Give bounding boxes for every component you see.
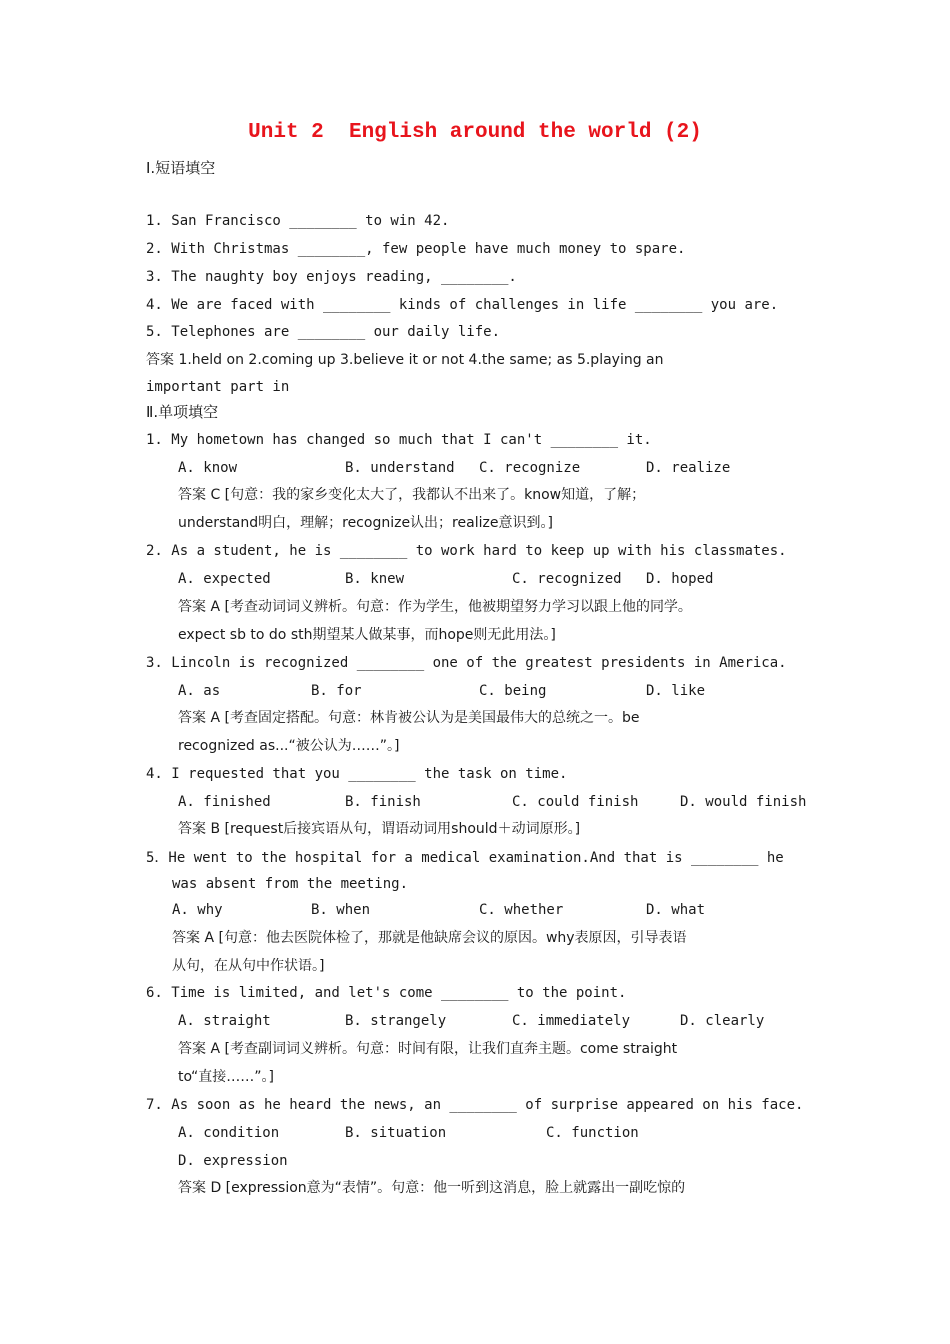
section1-answer-line1: 答案 1.held on 2.coming up 3.believe it or not 4.the same; as 5.playing an <box>146 352 664 368</box>
question-1-stem: 1. My hometown has changed so much that I can't ________ it. <box>146 432 652 448</box>
section1-heading: Ⅰ.短语填空 <box>146 159 216 177</box>
question-5-option-a: A. why <box>172 902 223 918</box>
question-7-option-a: A. condition <box>178 1125 280 1141</box>
question-3-option-a: A. as <box>178 683 221 699</box>
question-2-answer-2: expect sb to do sth期望某人做某事，而hope则无此用法。] <box>178 627 556 643</box>
question-6-stem: 6. Time is limited, and let's come ________ to the point. <box>146 985 627 1001</box>
phrase-item-3: 3. The naughty boy enjoys reading, ________. <box>146 269 517 285</box>
question-5-option-b: B. when <box>311 902 371 918</box>
question-7-option-d: D. expression <box>178 1153 288 1169</box>
question-4-option-b: B. finish <box>345 794 421 810</box>
question-3-stem: 3. Lincoln is recognized ________ one of the greatest presidents in America. <box>146 655 787 671</box>
page-title: Unit 2 English around the world (2) <box>248 121 702 144</box>
phrase-item-2: 2. With Christmas ________, few people have much money to spare. <box>146 241 686 257</box>
question-4-option-c: C. could finish <box>512 794 639 810</box>
question-2-option-b: B. knew <box>345 571 405 587</box>
phrase-item-5: 5. Telephones are ________ our daily life. <box>146 324 501 340</box>
question-5-answer-2: 从句，在从句中作状语。] <box>172 958 325 974</box>
question-3-option-c: C. being <box>479 683 547 699</box>
phrase-item-4: 4. We are faced with ________ kinds of challenges in life ________ you are. <box>146 297 779 313</box>
section2-heading: Ⅱ.单项填空 <box>146 403 219 421</box>
question-1-answer-1: 答案 C [句意：我的家乡变化太大了，我都认不出来了。know知道，了解； <box>178 487 646 503</box>
question-5-option-c: C. whether <box>479 902 564 918</box>
question-7-stem: 7. As soon as he heard the news, an ________ of surprise appeared on his face. <box>146 1097 804 1113</box>
question-1-option-a: A. know <box>178 460 238 476</box>
question-6-option-c: C. immediately <box>512 1013 631 1029</box>
question-2-option-c: C. recognized <box>512 571 622 587</box>
question-5-answer-1: 答案 A [句意：他去医院体检了，那就是他缺席会议的原因。why表原因，引导表语 <box>172 930 687 946</box>
question-7-option-c: C. function <box>546 1125 639 1141</box>
question-1-answer-2: understand明白，理解；recognize认出；realize意识到。] <box>178 515 553 531</box>
question-6-answer-1: 答案 A [考查副词词义辨析。句意：时间有限，让我们直奔主题。come straight <box>178 1041 678 1057</box>
question-2-stem: 2. As a student, he is ________ to work hard to keep up with his classmates. <box>146 543 787 559</box>
question-6-answer-2: to“直接……”。] <box>178 1069 275 1085</box>
question-2-answer-1: 答案 A [考查动词词义辨析。句意：作为学生，他被期望努力学习以跟上他的同学。 <box>178 599 692 615</box>
question-3-answer-1: 答案 A [考查固定搭配。句意：林肯被公认为是美国最伟大的总统之一。be <box>178 710 640 726</box>
question-3-answer-2: recognized as...“被公认为……”。] <box>178 738 400 754</box>
question-6-option-a: A. straight <box>178 1013 271 1029</box>
question-7-option-b: B. situation <box>345 1125 447 1141</box>
question-3-option-d: D. like <box>646 683 706 699</box>
phrase-item-1: 1. San Francisco ________ to win 42. <box>146 213 450 229</box>
question-4-option-a: A. finished <box>178 794 271 810</box>
question-4-stem: 4. I requested that you ________ the task on time. <box>146 766 568 782</box>
section1-answer-line2: important part in <box>146 379 290 395</box>
question-6-option-b: B. strangely <box>345 1013 447 1029</box>
question-7-answer-1: 答案 D [expression意为“表情”。句意：他一听到这消息，脸上就露出一副吃惊的 <box>178 1180 686 1196</box>
question-2-option-d: D. hoped <box>646 571 714 587</box>
question-5-stem-2: was absent from the meeting. <box>172 876 409 892</box>
question-3-option-b: B. for <box>311 683 362 699</box>
question-5-option-d: D. what <box>646 902 706 918</box>
question-1-option-b: B. understand <box>345 460 455 476</box>
question-2-option-a: A. expected <box>178 571 271 587</box>
question-1-option-d: D. realize <box>646 460 731 476</box>
question-5-stem-1: 5．He went to the hospital for a medical examination.And that is ________ he <box>146 850 784 866</box>
question-6-option-d: D. clearly <box>680 1013 765 1029</box>
question-4-option-d: D. would finish <box>680 794 807 810</box>
question-4-answer-1: 答案 B [request后接宾语从句，谓语动词用should＋动词原形。] <box>178 821 581 837</box>
question-1-option-c: C. recognize <box>479 460 581 476</box>
